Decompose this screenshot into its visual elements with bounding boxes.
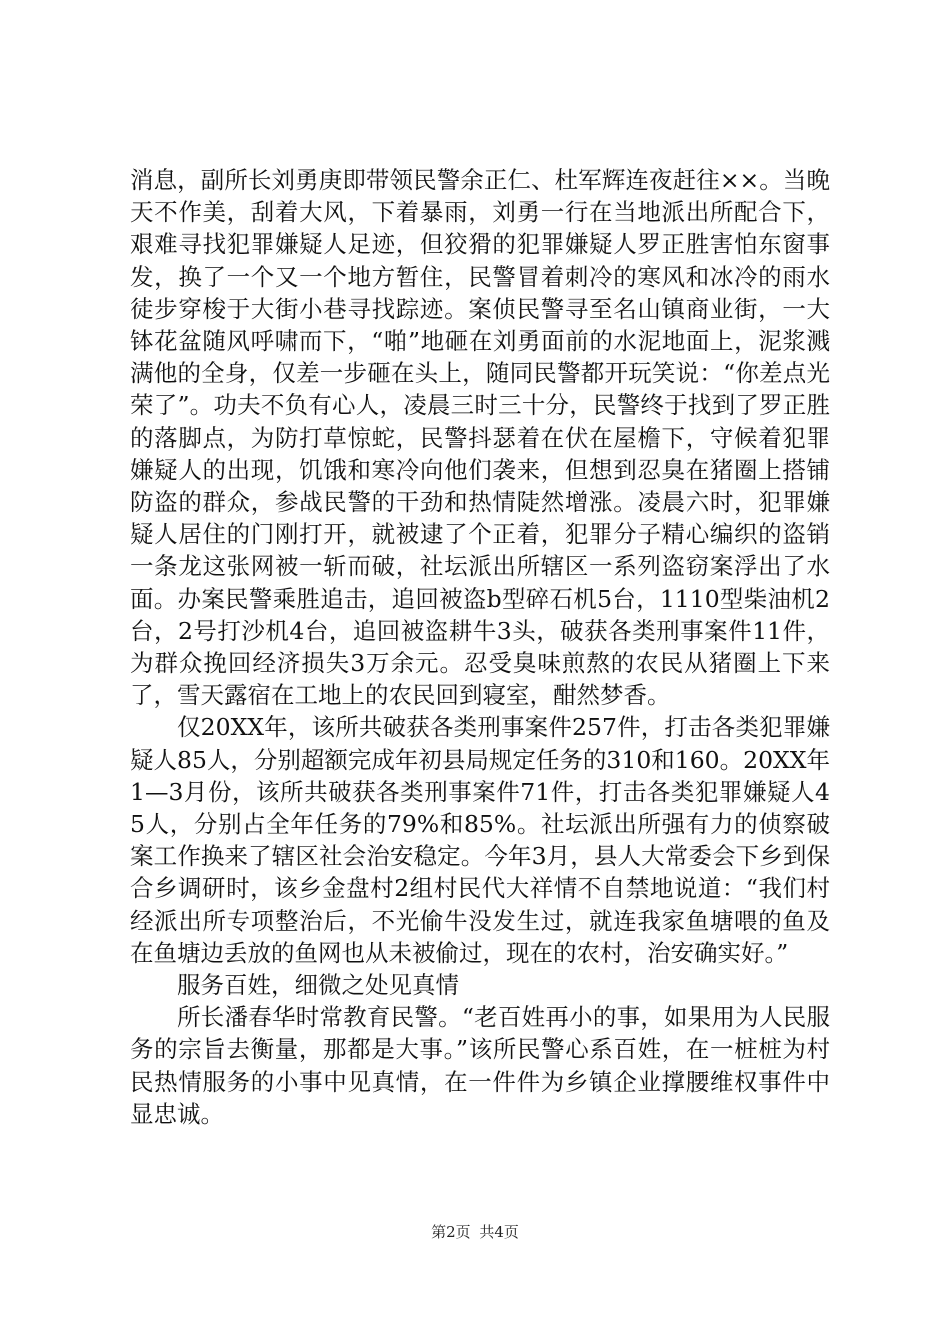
- section-heading: 服务百姓，细微之处见真情: [177, 971, 459, 1000]
- page-total: 共4页: [479, 1223, 519, 1241]
- page-footer: [0, 1222, 950, 1242]
- document-body: [130, 164, 830, 1130]
- paragraph-service: 所长潘春华时常教育民警。“老百姓再小的事，如果用为人民服务的宗旨去衡量，那都是大事。”该所民警心系百姓，在一桩桩为村民热情服务的小事中见真情，在一件件为乡镇企业撑腰维权事件中显忠诚。: [130, 1003, 830, 1128]
- paragraph-statistics: 仅20XX年，该所共破获各类刑事案件257件，打击各类犯罪嫌疑人85人，分别超额完成年初县局规定任务的310和160。20XX年1—3月份，该所共破获各类刑事案件71件，打击各类犯罪嫌疑人45人，分别占全年任务的79%和85%。社坛派出所强有力的侦察破案工作换来了辖区社会治安稳定。今年3月，县人大常委会下乡到保合乡调研时，该乡金盘村2组村民代大祥情不自禁地说道：“我们村经派出所专项整治后，不光偷牛没发生过，就连我家鱼塘喂的鱼及在鱼塘边丢放的鱼网也从未被偷过，现在的农村，治安确实好。”: [130, 713, 830, 967]
- page-number: 第2页: [431, 1223, 471, 1241]
- paragraph-case-pursuit: 消息，副所长刘勇庚即带领民警余正仁、杜军辉连夜赶往××。当晚天不作美，刮着大风，下着暴雨，刘勇一行在当地派出所配合下，艰难寻找犯罪嫌疑人足迹，但狡猾的犯罪嫌疑人罗正胜害怕东窗事发，换了一个又一个地方暂住，民警冒着刺冷的寒风和冰冷的雨水徒步穿梭于大街小巷寻找踪迹。案侦民警寻至名山镇商业街，一大钵花盆随风呼啸而下，“啪”地砸在刘勇面前的水泥地面上，泥浆溅满他的全身，仅差一步砸在头上，随同民警都开玩笑说：“你差点光荣了”。功夫不负有心人，凌晨三时三十分，民警终于找到了罗正胜的落脚点，为防打草惊蛇，民警抖瑟着在伏在屋檐下，守候着犯罪嫌疑人的出现，饥饿和寒冷向他们袭来，但想到忍臭在猪圈上搭铺防盗的群众，参战民警的干劲和热情陡然增涨。凌晨六时，犯罪嫌疑人居住的门刚打开，就被逮了个正着，犯罪分子精心编织的盗销一条龙这张网被一斩而破，社坛派出所辖区一系列盗窃案浮出了水面。办案民警乘胜追击，追回被盗b型碎石机5台，1110型柴油机2台，2号打沙机4台，追回被盗耕牛3头，破获各类刑事案件11件，为群众挽回经济损失3万余元。忍受臭味煎熬的农民从猪圈上下来了，雪天露宿在工地上的农民回到寝室，酣然梦香。: [130, 166, 830, 710]
